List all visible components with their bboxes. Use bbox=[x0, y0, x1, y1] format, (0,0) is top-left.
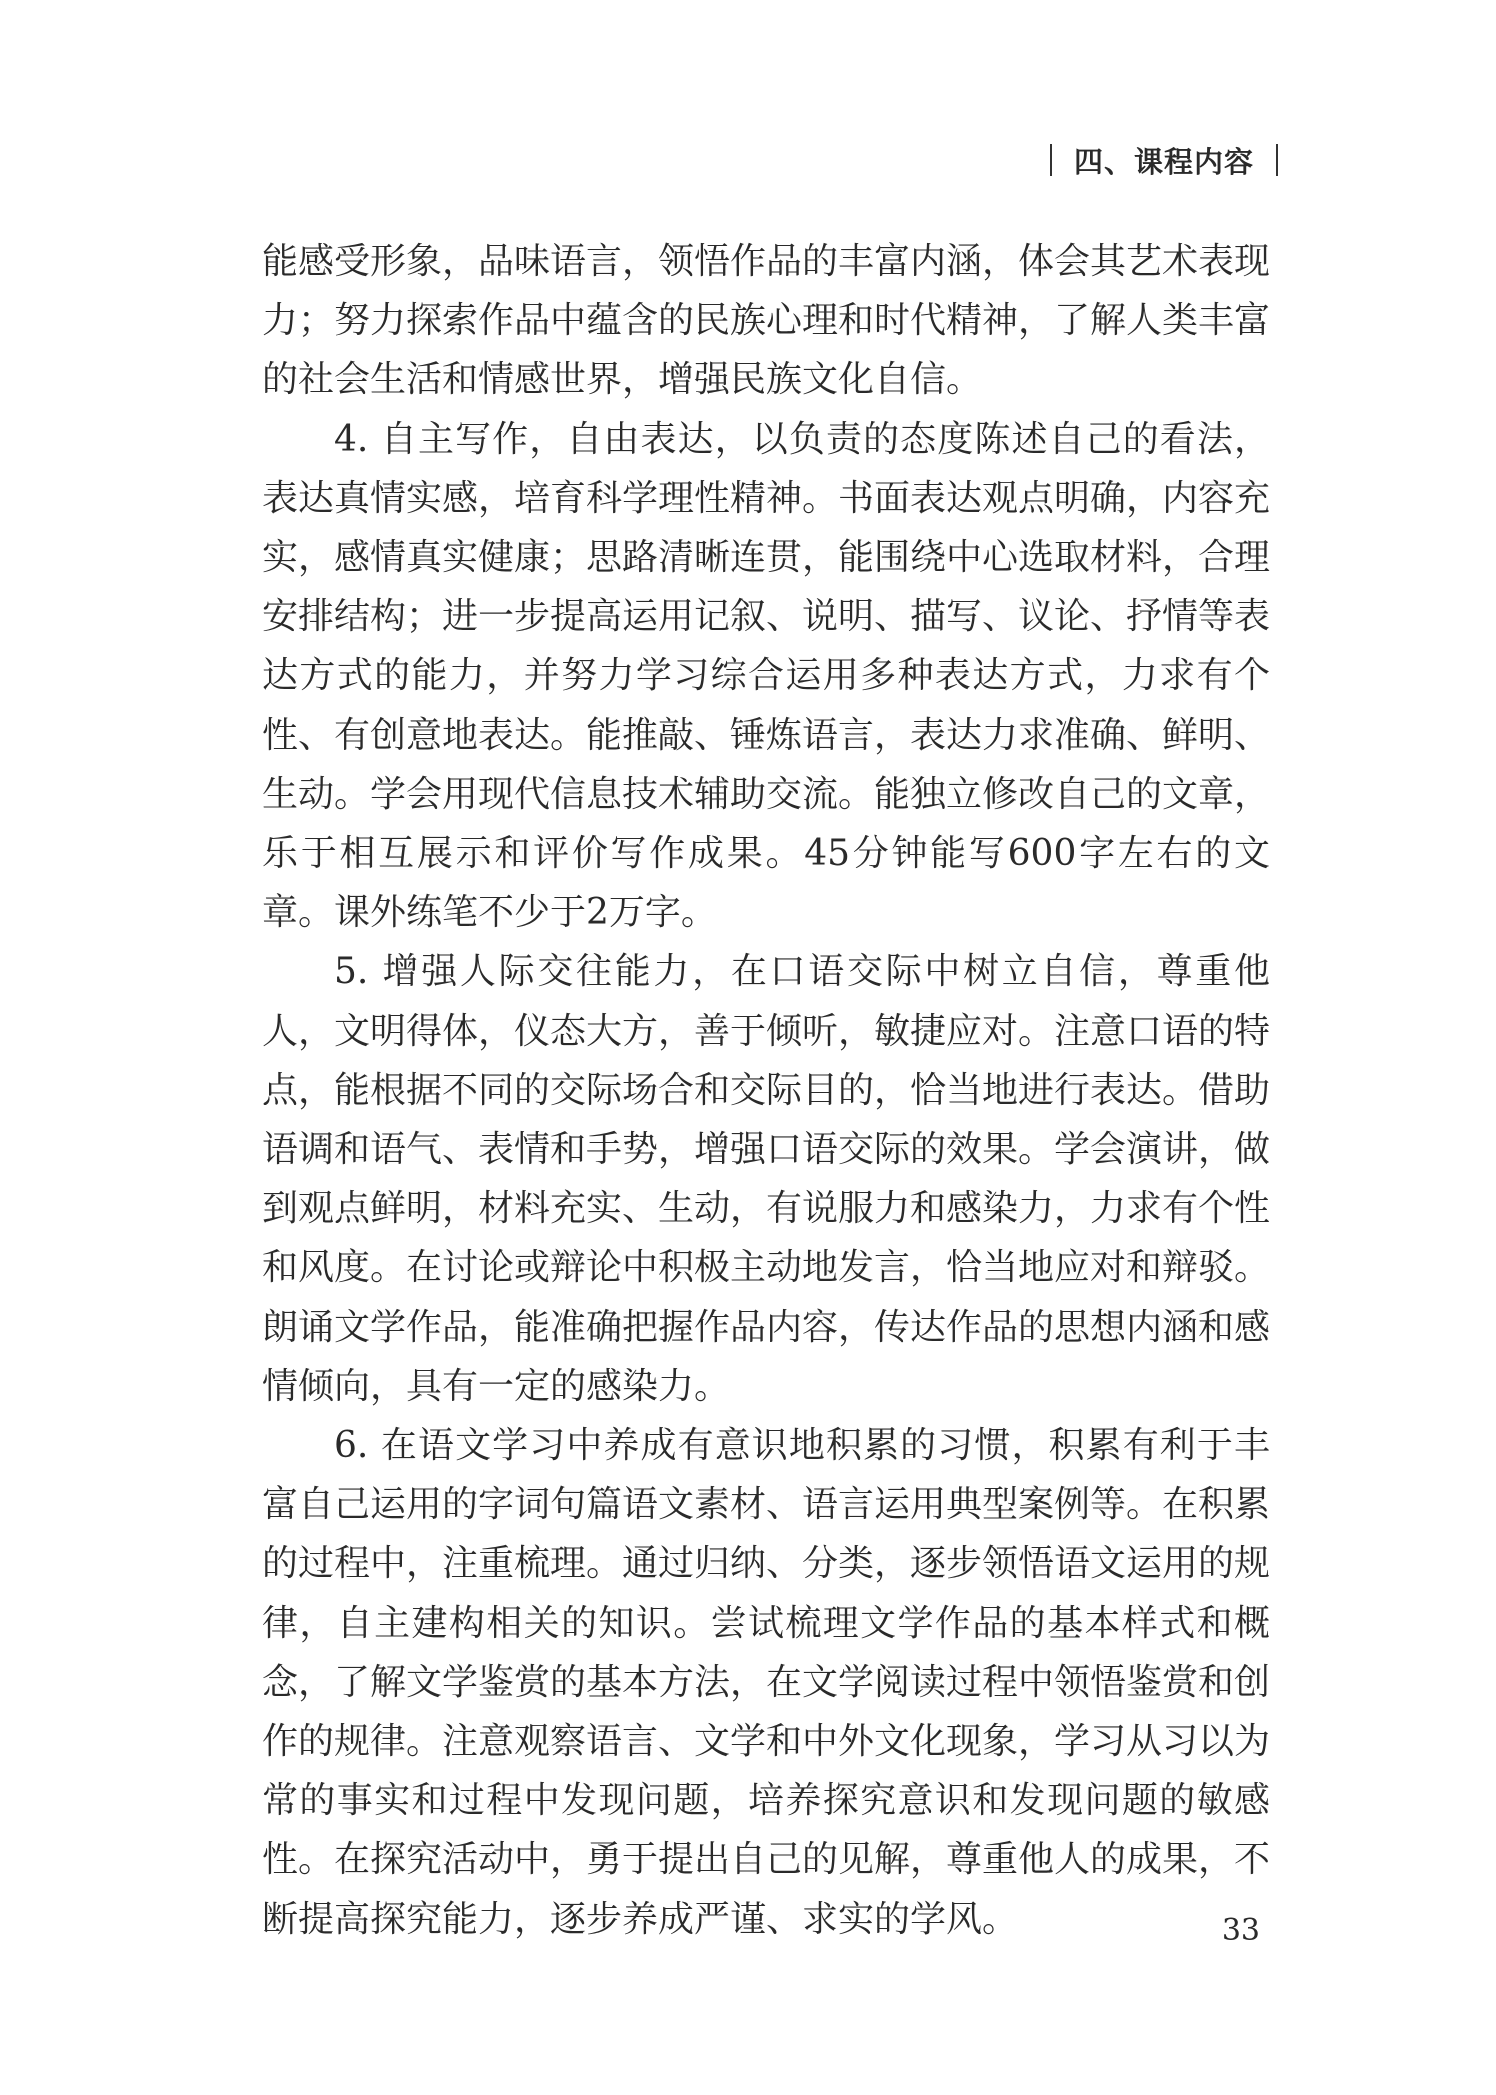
paragraph-item-6: 6. 在语文学习中养成有意识地积累的习惯，积累有利于丰富自己运用的字词句篇语文素材、语言运用典型案例等。在积累的过程中，注重梳理。通过归纳、分类，逐步领悟语文运用的规律，自主建构相关的知识。尝试梳理文学作品的基本样式和概念，了解文学鉴赏的基本方法，在文学阅读过程中领悟鉴赏和创作的规律。注意观察语言、文学和中外文化现象，学习从习以为常的事实和过程中发现问题，培养探究意识和发现问题的敏感性。在探究活动中，勇于提出自己的见解，尊重他人的成果，不断提高探究能力，逐步养成严谨、求实的学风。 bbox=[262, 1425, 1271, 1940]
body-text bbox=[262, 232, 1270, 1949]
paragraph-item-5: 5. 增强人际交往能力，在口语交际中树立自信，尊重他人，文明得体，仪态大方，善于倾听，敏捷应对。注意口语的特点，能根据不同的交际场合和交际目的，恰当地进行表达。借助语调和语气、表情和手势，增强口语交际的效果。学会演讲，做到观点鲜明，材料充实、生动，有说服力和感染力，力求有个性和风度。在讨论或辩论中积极主动地发言，恰当地应对和辩驳。朗诵文学作品，能准确把握作品内容，传达作品的思想内涵和感情倾向，具有一定的感染力。 bbox=[262, 951, 1271, 1407]
section-title: 四、课程内容 bbox=[1073, 144, 1254, 179]
running-head bbox=[1050, 138, 1278, 182]
page-number: 33 bbox=[1221, 1913, 1260, 1948]
running-head-right-rule bbox=[1276, 144, 1278, 176]
paragraph-continued: 能感受形象，品味语言，领悟作品的丰富内涵，体会其艺术表现力；努力探索作品中蕴含的民族心理和时代精神，了解人类丰富的社会生活和情感世界，增强民族文化自信。 bbox=[262, 241, 1271, 401]
paragraph-item-4: 4. 自主写作，自由表达，以负责的态度陈述自己的看法，表达真情实感，培育科学理性精神。书面表达观点明确，内容充实，感情真实健康；思路清晰连贯，能围绕中心选取材料，合理安排结构；进一步提高运用记叙、说明、描写、议论、抒情等表达方式的能力，并努力学习综合运用多种表达方式，力求有个性、有创意地表达。能推敲、锤炼语言，表达力求准确、鲜明、生动。学会用现代信息技术辅助交流。能独立修改自己的文章，乐于相互展示和评价写作成果。45分钟能写600字左右的文章。课外练笔不少于2万字。 bbox=[262, 418, 1271, 934]
